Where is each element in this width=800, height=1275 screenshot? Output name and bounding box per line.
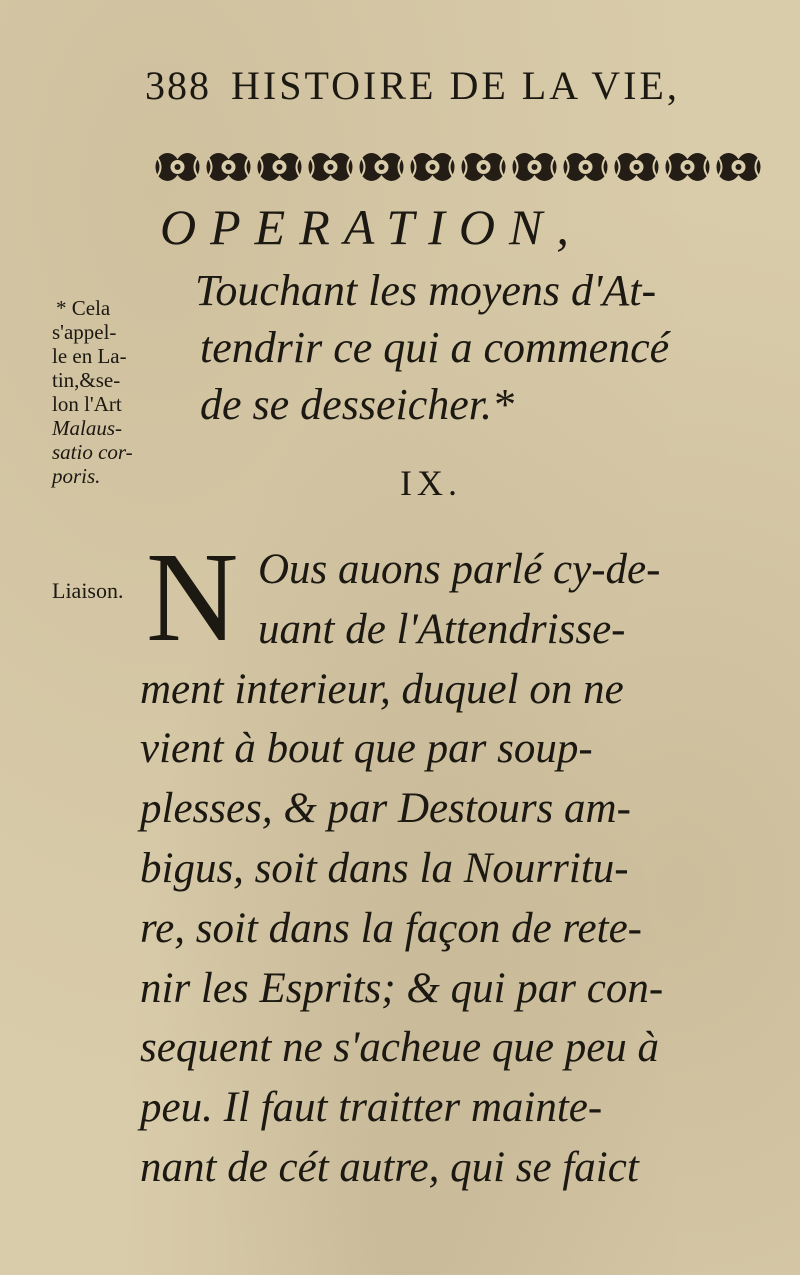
body-line: vient à bout que par soup- [140,725,593,773]
fleuron-motif [309,153,353,181]
margin-note-line: * Cela [56,296,111,320]
fleuron-motif [615,153,659,181]
fleuron-motif [156,153,200,181]
section-number: IX. [400,463,462,503]
fleuron-motif [513,153,557,181]
body-line: bigus, soit dans la Nourritu- [140,844,629,892]
fleuron-motif [666,153,710,181]
subheading-line: Touchant les moyens d'At- [195,266,657,315]
section-heading: OPERATION, [160,199,583,255]
fleuron-motif [360,153,404,181]
margin-note-line: s'appel- [52,320,117,344]
body-line: nir les Esprits; & qui par con- [140,964,664,1012]
margin-note-line: tin,&se- [52,368,121,392]
fleuron-motif [258,153,302,181]
fleuron-motif [564,153,608,181]
body-line: sequent ne s'acheue que peu à [140,1024,660,1072]
body-line: ment interieur, duquel on ne [140,665,624,713]
running-head [145,62,765,122]
body-line: Ous auons parlé cy-de- [258,546,661,593]
fleuron-motif [462,153,506,181]
margin-note-line: Malaus- [52,416,122,440]
margin-note-line: satio cor- [52,440,133,464]
decorative-ornament-band [152,146,764,188]
margin-note-line: le en La- [52,344,127,368]
body-line: peu. Il faut traitter mainte- [140,1084,603,1132]
body-paragraph [140,526,765,1198]
fleuron-motif [717,153,761,181]
body-line: plesses, & par Destours am- [140,785,631,833]
fleuron-motif [411,153,455,181]
drop-cap: N [146,526,239,668]
margin-note [52,296,152,488]
margin-note-liaison: Liaison. [52,578,124,603]
subheading-line: de se desseicher.* [200,380,515,429]
fleuron-motif [207,153,251,181]
margin-note-line: poris. [52,464,101,488]
margin-note-line: lon l'Art [52,392,122,416]
running-title: HISTOIRE DE LA VIE, [231,63,680,108]
subheading-line: tendrir ce qui a commencé [200,323,670,372]
section-subheading [150,262,770,433]
body-line: re, soit dans la façon de rete- [140,904,642,952]
page-number: 388 [145,63,211,108]
body-line: uant de l'Attendrisse- [258,605,626,653]
body-line: nant de cét autre, qui se faict [140,1143,639,1191]
